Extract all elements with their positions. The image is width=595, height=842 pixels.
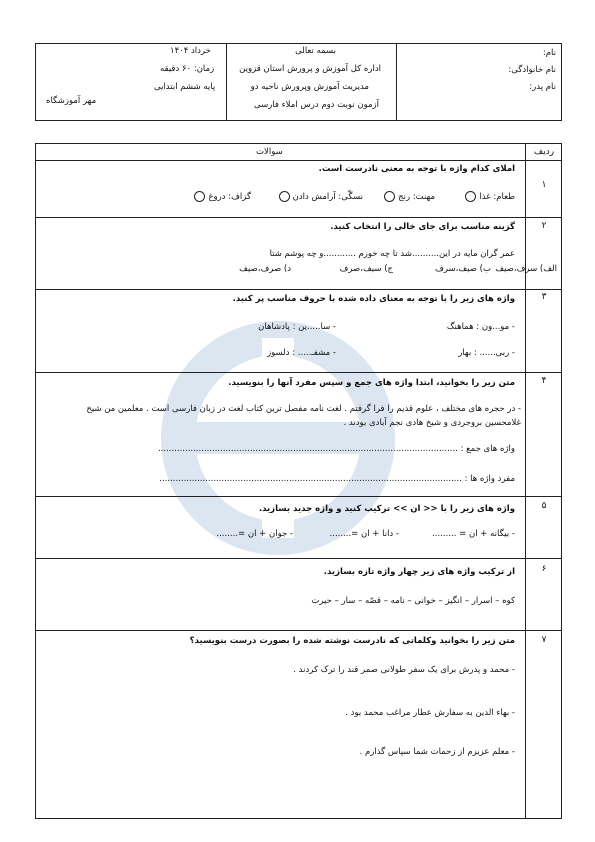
option-a[interactable]: الف) سرف،صیف: [495, 264, 557, 274]
bismillah: بسمه تعالی: [295, 46, 336, 56]
exam-date: خرداد ۱۴۰۴: [170, 46, 211, 56]
option-b[interactable]: ب) صیف،سرف: [435, 264, 491, 274]
radio-circle-icon[interactable]: [384, 191, 395, 202]
word-list: کوه – اسرار – انگیز – خوانی – نامه – قصّه – سار – حیرت: [311, 596, 515, 606]
question-title: از ترکیب واژه های زیر چهار واژه تازه بسازید.: [323, 567, 515, 577]
option-d[interactable]: د) صرف،صیف: [239, 264, 291, 274]
question-title: گزینه مناسب برای جای خالی را انتخاب کنید.: [330, 222, 515, 232]
passage-line-2: غلامحسین بروجردی و شیخ هادی نجم آبادی بودند .: [343, 418, 521, 428]
question-sentence: عمر گران مایه در این..........شد تا چه خورم ............و چه پوشم شتا: [269, 249, 515, 259]
radio-circle-icon[interactable]: [465, 191, 476, 202]
correction-line-1: - محمد و پدرش برای یک سفر طولانی صمر قند را ترک کردند .: [293, 665, 515, 675]
combine-item-3[interactable]: - جوان + ان =........: [216, 529, 293, 539]
plural-answer-field[interactable]: واژه های جمع : ...............................................................................................................: [157, 444, 515, 454]
radio-circle-icon[interactable]: [279, 191, 290, 202]
exam-grade: پایه ششم ابتدایی: [154, 82, 216, 92]
name-label: نام:: [542, 48, 556, 58]
question-title: املای کدام واژه با توجه به معنی نادرست است.: [318, 164, 515, 174]
org-line2: مدیریت آموزش وپرورش ناحیه دو: [250, 82, 369, 92]
question-number: ۷: [541, 635, 547, 645]
combine-item-2[interactable]: - دانا + ان =........: [329, 529, 399, 539]
questions-table: [35, 143, 562, 819]
radio-circle-icon[interactable]: [194, 191, 205, 202]
question-number: ۵: [541, 501, 547, 511]
passage-line-1: - در حجره های مختلف ، علوم قدیم را فرا گرفتم . لغت نامه مفصل ترین کتاب لغت در زبان فارسی است . معلمین من شیخ: [86, 404, 521, 414]
fill-item-2: - سا.....ین : پادشاهان: [258, 322, 336, 332]
option-3[interactable]: نسگّی: آرامش دادن: [276, 191, 363, 202]
question-title: متن زیر را بخوانید، ابتدا واژه های جمع و سپس مفرد آنها را بنویسید.: [228, 378, 515, 388]
combine-item-1[interactable]: - بیگانه + ان = .........: [432, 529, 515, 539]
question-number: ۳: [541, 292, 547, 302]
correction-line-2: - بهاء الدین به سفارش عطار مراغب محمد بود .: [345, 708, 515, 718]
question-number: ۴: [541, 376, 547, 386]
exam-title: آزمون نوبت دوم درس املاء فارسی: [254, 100, 379, 110]
option-c[interactable]: ج) سیف،صرف: [339, 264, 393, 274]
exam-header: [35, 43, 562, 121]
correction-line-3: - معلم عزیزم از زحمات شما سپاس گذارم .: [359, 747, 515, 757]
fill-item-3: - ربی...... : بهار: [458, 348, 515, 358]
family-label: نام خانوادگی:: [508, 65, 556, 75]
question-title: واژه های زیر را با توجه به معنای داده شده با حروف مناسب پر کنید.: [232, 294, 515, 304]
exam-time: زمان: ۶۰ دقیقه: [160, 64, 215, 74]
col-questions-header: سوالات: [256, 147, 283, 157]
option-2[interactable]: مهنت: رنج: [381, 191, 435, 202]
question-title: متن زیر را بخوانید وکلماتی که نادرست نوشته شده را بصورت درست بنویسید؟: [189, 636, 515, 646]
question-title: واژه های زیر را با << ان >> ترکیب کنید و واژه جدید بسازید.: [258, 504, 515, 514]
col-num-header: ردیف: [533, 147, 555, 157]
singular-answer-field[interactable]: مفرد واژه ها : ................................................................................................................: [159, 474, 515, 484]
fill-item-4: - مش‍فـ..... : دلسوز: [267, 348, 336, 358]
org-line1: اداره کل آموزش و پرورش استان قزوین: [239, 64, 381, 74]
option-4[interactable]: گزاف: دروغ: [191, 191, 251, 202]
option-1[interactable]: طعام: غذا: [462, 191, 515, 202]
father-label: نام پدر:: [529, 82, 556, 92]
question-number: ۶: [541, 564, 547, 574]
question-number: ۱: [541, 180, 547, 190]
question-number: ۲: [541, 221, 547, 231]
school-stamp: مهر آموزشگاه: [46, 96, 97, 106]
fill-item-1: - مو...ون : هماهنگ: [446, 322, 515, 332]
